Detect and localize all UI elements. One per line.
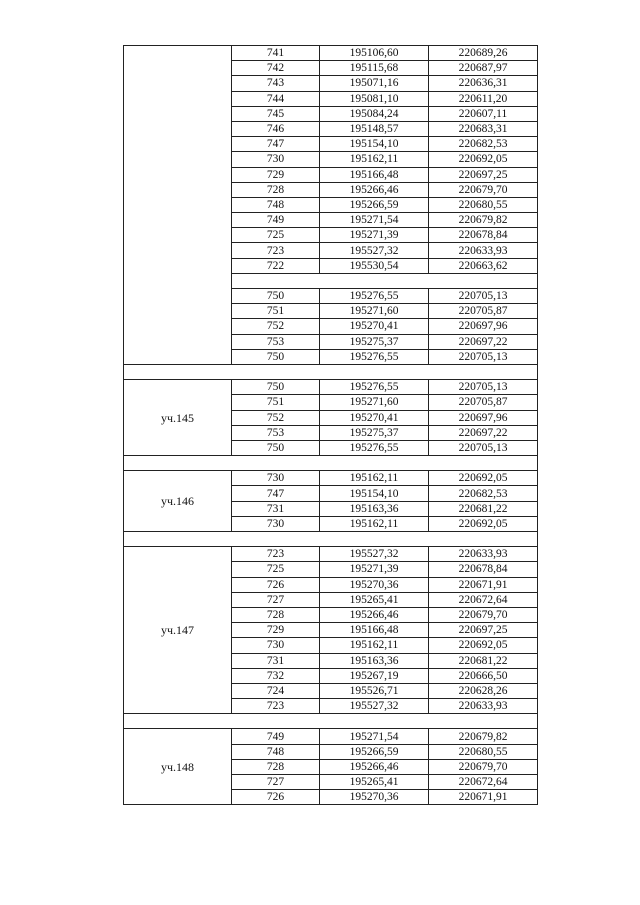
x-coordinate-cell: 195276,55 xyxy=(320,349,429,364)
point-number-cell: 728 xyxy=(232,759,320,774)
point-number-cell: 728 xyxy=(232,607,320,622)
y-coordinate-cell: 220705,13 xyxy=(429,380,538,395)
point-number-cell: 748 xyxy=(232,744,320,759)
y-coordinate-cell: 220679,70 xyxy=(429,607,538,622)
x-coordinate-cell: 195276,55 xyxy=(320,380,429,395)
x-coordinate-cell: 195270,36 xyxy=(320,577,429,592)
point-number-cell: 731 xyxy=(232,653,320,668)
section-separator-row xyxy=(124,532,538,547)
table-row xyxy=(124,471,538,486)
y-coordinate-cell: 220697,22 xyxy=(429,334,538,349)
point-number-cell: 743 xyxy=(232,76,320,91)
y-coordinate-cell: 220683,31 xyxy=(429,121,538,136)
x-coordinate-cell: 195527,32 xyxy=(320,243,429,258)
point-number-cell: 753 xyxy=(232,334,320,349)
y-coordinate-cell: 220672,64 xyxy=(429,775,538,790)
x-coordinate-cell: 195276,55 xyxy=(320,440,429,455)
y-coordinate-cell: 220697,22 xyxy=(429,425,538,440)
x-coordinate-cell: 195271,39 xyxy=(320,228,429,243)
point-number-cell: 729 xyxy=(232,623,320,638)
y-coordinate-cell: 220681,22 xyxy=(429,501,538,516)
x-coordinate-cell: 195271,54 xyxy=(320,729,429,744)
point-number-cell: 748 xyxy=(232,197,320,212)
x-coordinate-cell: 195266,46 xyxy=(320,759,429,774)
y-coordinate-cell: 220672,64 xyxy=(429,592,538,607)
point-number-cell: 732 xyxy=(232,668,320,683)
point-number-cell: 725 xyxy=(232,228,320,243)
point-number-cell: 749 xyxy=(232,213,320,228)
point-number-cell: 752 xyxy=(232,410,320,425)
section-separator-row xyxy=(124,456,538,471)
y-coordinate-cell: 220692,05 xyxy=(429,516,538,531)
point-number-cell: 727 xyxy=(232,592,320,607)
y-coordinate-cell: 220705,87 xyxy=(429,304,538,319)
x-coordinate-cell: 195527,32 xyxy=(320,699,429,714)
x-coordinate-cell: 195267,19 xyxy=(320,668,429,683)
y-coordinate-cell: 220628,26 xyxy=(429,683,538,698)
point-number-cell: 753 xyxy=(232,425,320,440)
point-number-cell: 729 xyxy=(232,167,320,182)
x-coordinate-cell: 195081,10 xyxy=(320,91,429,106)
y-coordinate-cell: 220692,05 xyxy=(429,638,538,653)
y-coordinate-cell: 220689,26 xyxy=(429,46,538,61)
y-coordinate-cell: 220682,53 xyxy=(429,137,538,152)
x-coordinate-cell: 195275,37 xyxy=(320,425,429,440)
point-number-cell: 723 xyxy=(232,547,320,562)
point-number-cell: 731 xyxy=(232,501,320,516)
y-coordinate-cell: 220705,13 xyxy=(429,440,538,455)
point-number-cell: 752 xyxy=(232,319,320,334)
x-coordinate-cell: 195266,46 xyxy=(320,607,429,622)
x-coordinate-cell: 195527,32 xyxy=(320,547,429,562)
section-label: уч.146 xyxy=(124,471,232,532)
x-coordinate-cell: 195162,11 xyxy=(320,152,429,167)
y-coordinate-cell: 220633,93 xyxy=(429,243,538,258)
x-coordinate-cell: 195106,60 xyxy=(320,46,429,61)
point-number-cell: 747 xyxy=(232,137,320,152)
point-number-cell: 741 xyxy=(232,46,320,61)
point-number-cell: 750 xyxy=(232,349,320,364)
section-label: уч.148 xyxy=(124,729,232,805)
point-number-cell: 742 xyxy=(232,61,320,76)
point-number-cell: 723 xyxy=(232,699,320,714)
x-coordinate-cell: 195115,68 xyxy=(320,61,429,76)
point-number-cell: 744 xyxy=(232,91,320,106)
y-coordinate-cell: 220697,25 xyxy=(429,623,538,638)
x-coordinate-cell: 195271,60 xyxy=(320,395,429,410)
y-coordinate-cell: 220682,53 xyxy=(429,486,538,501)
x-coordinate-cell: 195266,59 xyxy=(320,197,429,212)
point-number-cell: 730 xyxy=(232,471,320,486)
x-coordinate-cell: 195271,54 xyxy=(320,213,429,228)
x-coordinate-cell: 195526,71 xyxy=(320,683,429,698)
point-number-cell: 722 xyxy=(232,258,320,273)
y-coordinate-cell: 220679,70 xyxy=(429,182,538,197)
y-coordinate-cell: 220671,91 xyxy=(429,577,538,592)
point-number-cell: 747 xyxy=(232,486,320,501)
y-coordinate-cell: 220692,05 xyxy=(429,152,538,167)
point-number-cell: 726 xyxy=(232,577,320,592)
y-coordinate-cell: 220633,93 xyxy=(429,699,538,714)
x-coordinate-cell: 195271,60 xyxy=(320,304,429,319)
x-coordinate-cell: 195271,39 xyxy=(320,562,429,577)
x-coordinate-cell: 195162,11 xyxy=(320,516,429,531)
y-coordinate-cell: 220705,13 xyxy=(429,349,538,364)
x-coordinate-cell: 195266,59 xyxy=(320,744,429,759)
y-coordinate-cell: 220611,20 xyxy=(429,91,538,106)
x-coordinate-cell: 195270,41 xyxy=(320,319,429,334)
y-coordinate-cell: 220671,91 xyxy=(429,790,538,805)
point-number-cell: 724 xyxy=(232,683,320,698)
separator-cell xyxy=(124,714,538,729)
y-coordinate-cell: 220679,70 xyxy=(429,759,538,774)
section-label: уч.145 xyxy=(124,380,232,456)
point-number-cell: 727 xyxy=(232,775,320,790)
x-coordinate-cell: 195166,48 xyxy=(320,167,429,182)
x-coordinate-cell: 195084,24 xyxy=(320,106,429,121)
point-number-cell: 723 xyxy=(232,243,320,258)
point-number-cell: 750 xyxy=(232,440,320,455)
y-coordinate-cell: 220705,13 xyxy=(429,289,538,304)
point-number-cell: 726 xyxy=(232,790,320,805)
y-coordinate-cell: 220607,11 xyxy=(429,106,538,121)
x-coordinate-cell: 195265,41 xyxy=(320,592,429,607)
y-coordinate-cell: 220678,84 xyxy=(429,562,538,577)
point-number-cell: 746 xyxy=(232,121,320,136)
table-row xyxy=(124,547,538,562)
y-coordinate-cell: 220680,55 xyxy=(429,197,538,212)
y-coordinate-cell: 220663,62 xyxy=(429,258,538,273)
section-label: уч.147 xyxy=(124,547,232,714)
y-coordinate-cell: 220705,87 xyxy=(429,395,538,410)
y-coordinate-cell: 220697,25 xyxy=(429,167,538,182)
y-coordinate-cell: 220687,97 xyxy=(429,61,538,76)
table-row xyxy=(124,46,538,61)
y-coordinate-cell: 220697,96 xyxy=(429,410,538,425)
separator-cell xyxy=(232,273,538,288)
x-coordinate-cell: 195276,55 xyxy=(320,289,429,304)
y-coordinate-cell: 220697,96 xyxy=(429,319,538,334)
section-separator-row xyxy=(124,714,538,729)
y-coordinate-cell: 220680,55 xyxy=(429,744,538,759)
point-number-cell: 730 xyxy=(232,638,320,653)
x-coordinate-cell: 195162,11 xyxy=(320,471,429,486)
point-number-cell: 750 xyxy=(232,289,320,304)
x-coordinate-cell: 195166,48 xyxy=(320,623,429,638)
point-number-cell: 751 xyxy=(232,304,320,319)
x-coordinate-cell: 195154,10 xyxy=(320,137,429,152)
x-coordinate-cell: 195148,57 xyxy=(320,121,429,136)
separator-cell xyxy=(124,364,538,379)
y-coordinate-cell: 220679,82 xyxy=(429,213,538,228)
y-coordinate-cell: 220681,22 xyxy=(429,653,538,668)
y-coordinate-cell: 220679,82 xyxy=(429,729,538,744)
point-number-cell: 750 xyxy=(232,380,320,395)
point-number-cell: 749 xyxy=(232,729,320,744)
x-coordinate-cell: 195265,41 xyxy=(320,775,429,790)
separator-cell xyxy=(124,456,538,471)
section-label xyxy=(124,46,232,365)
x-coordinate-cell: 195270,41 xyxy=(320,410,429,425)
y-coordinate-cell: 220678,84 xyxy=(429,228,538,243)
point-number-cell: 730 xyxy=(232,152,320,167)
x-coordinate-cell: 195275,37 xyxy=(320,334,429,349)
point-number-cell: 728 xyxy=(232,182,320,197)
point-number-cell: 730 xyxy=(232,516,320,531)
coordinates-table xyxy=(123,45,538,805)
x-coordinate-cell: 195162,11 xyxy=(320,638,429,653)
y-coordinate-cell: 220666,50 xyxy=(429,668,538,683)
table-row xyxy=(124,729,538,744)
x-coordinate-cell: 195270,36 xyxy=(320,790,429,805)
point-number-cell: 745 xyxy=(232,106,320,121)
x-coordinate-cell: 195071,16 xyxy=(320,76,429,91)
coordinates-table-body xyxy=(124,46,538,805)
x-coordinate-cell: 195530,54 xyxy=(320,258,429,273)
separator-cell xyxy=(124,532,538,547)
point-number-cell: 725 xyxy=(232,562,320,577)
y-coordinate-cell: 220633,93 xyxy=(429,547,538,562)
x-coordinate-cell: 195266,46 xyxy=(320,182,429,197)
point-number-cell: 751 xyxy=(232,395,320,410)
x-coordinate-cell: 195163,36 xyxy=(320,653,429,668)
y-coordinate-cell: 220692,05 xyxy=(429,471,538,486)
x-coordinate-cell: 195154,10 xyxy=(320,486,429,501)
section-separator-row xyxy=(124,364,538,379)
x-coordinate-cell: 195163,36 xyxy=(320,501,429,516)
table-row xyxy=(124,380,538,395)
y-coordinate-cell: 220636,31 xyxy=(429,76,538,91)
